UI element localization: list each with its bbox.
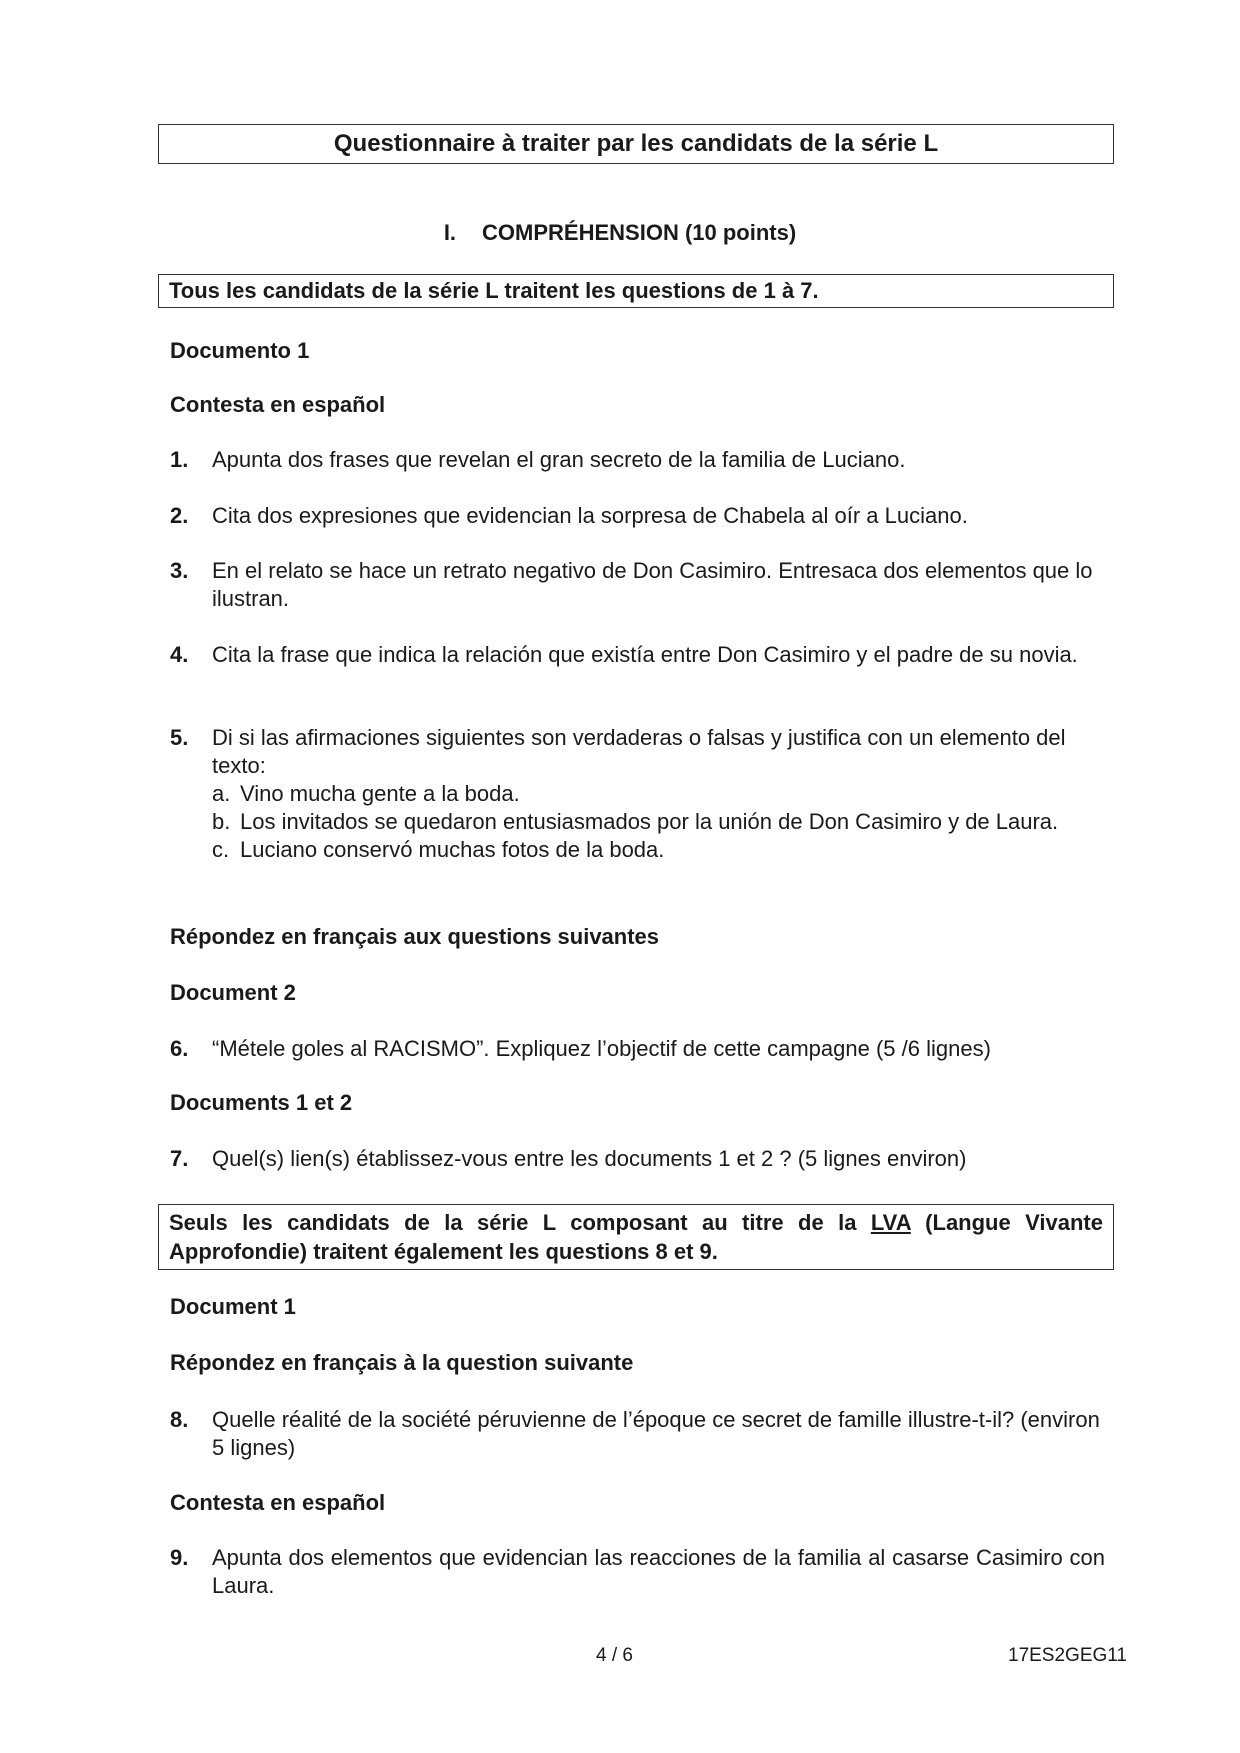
sub-item-text: Los invitados se quedaron entusiasmados por la unión de Don Casimiro y de Laura. (240, 809, 1059, 834)
heading-document-2: Document 2 (170, 980, 296, 1005)
instruction-lva-text-before: Seuls les candidats de la série L composant au titre de la (169, 1210, 871, 1235)
heading-repondez-francais: Répondez en français aux questions suivantes (170, 924, 660, 949)
question-text: Apunta dos elementos que evidencian las reacciones de la familia al casarse Casimiro con Laura. (212, 1545, 1105, 1598)
question-number: 9. (170, 1545, 189, 1570)
exam-code: 17ES2GEG11 (1008, 1645, 1128, 1666)
question-4 (170, 641, 1105, 669)
question-number: 8. (170, 1407, 189, 1432)
sub-item-label: c. (212, 837, 230, 862)
sub-item-c (212, 836, 1105, 864)
question-1 (170, 446, 1105, 474)
question-number: 7. (170, 1146, 189, 1171)
section-number: I. (443, 220, 457, 245)
question-text: Apunta dos frases que revelan el gran secreto de la familia de Luciano. (212, 447, 906, 472)
question-text: Quelle réalité de la société péruvienne de l’époque ce secret de famille illustre-t-il? (environ 5 lignes) (212, 1407, 1100, 1460)
sub-item-text: Luciano conservó muchas fotos de la boda. (240, 837, 665, 862)
heading-contesta-espanol: Contesta en español (170, 392, 386, 417)
page-title: Questionnaire à traiter par les candidats de la série L (158, 124, 1114, 164)
sub-item-label: b. (212, 809, 231, 834)
heading-document-1b: Document 1 (170, 1294, 296, 1319)
instruction-lva-abbr: LVA (870, 1210, 911, 1235)
question-number: 2. (170, 503, 189, 528)
heading-documents-1-2: Documents 1 et 2 (170, 1090, 353, 1115)
question-text: Quel(s) lien(s) établissez-vous entre les documents 1 et 2 ? (5 lignes environ) (212, 1146, 967, 1171)
sub-item-b (212, 808, 1105, 836)
question-number: 1. (170, 447, 189, 472)
question-8 (170, 1406, 1105, 1462)
sub-item-text: Vino mucha gente a la boda. (240, 781, 520, 806)
sub-item-a (212, 780, 1105, 808)
question-7 (170, 1145, 1105, 1173)
question-text: En el relato se hace un retrato negativo de Don Casimiro. Entresaca dos elementos que lo ilustran. (212, 558, 1093, 611)
question-3 (170, 557, 1105, 613)
question-number: 4. (170, 642, 189, 667)
question-text: “Métele goles al RACISMO”. Expliquez l’objectif de cette campagne (5 /6 lignes) (212, 1036, 991, 1061)
question-number: 5. (170, 725, 189, 750)
question-2 (170, 502, 1105, 530)
page-number: 4 / 6 (596, 1645, 633, 1666)
sub-item-label: a. (212, 781, 231, 806)
question-number: 6. (170, 1036, 189, 1061)
question-5 (170, 724, 1105, 864)
question-6 (170, 1035, 1105, 1063)
heading-repondez-question: Répondez en français à la question suivante (170, 1350, 634, 1375)
question-number: 3. (170, 558, 189, 583)
section-title: COMPRÉHENSION (10 points) (482, 220, 797, 245)
question-text: Cita dos expresiones que evidencian la sorpresa de Chabela al oír a Luciano. (212, 503, 968, 528)
heading-documento-1: Documento 1 (170, 338, 310, 363)
instruction-lva-candidates (158, 1204, 1114, 1270)
heading-contesta-espanol-2: Contesta en español (170, 1490, 386, 1515)
instruction-all-candidates: Tous les candidats de la série L traitent les questions de 1 à 7. (158, 274, 1114, 308)
question-text: Di si las afirmaciones siguientes son verdaderas o falsas y justifica con un elemento del texto: (212, 725, 1066, 778)
section-heading (0, 220, 1240, 246)
question-text: Cita la frase que indica la relación que existía entre Don Casimiro y el padre de su novia. (212, 642, 1078, 667)
question-9 (170, 1544, 1105, 1600)
instruction-lva-text-after: (Langue Vivante Approfondie) traitent également les questions 8 et 9. (169, 1210, 1103, 1264)
